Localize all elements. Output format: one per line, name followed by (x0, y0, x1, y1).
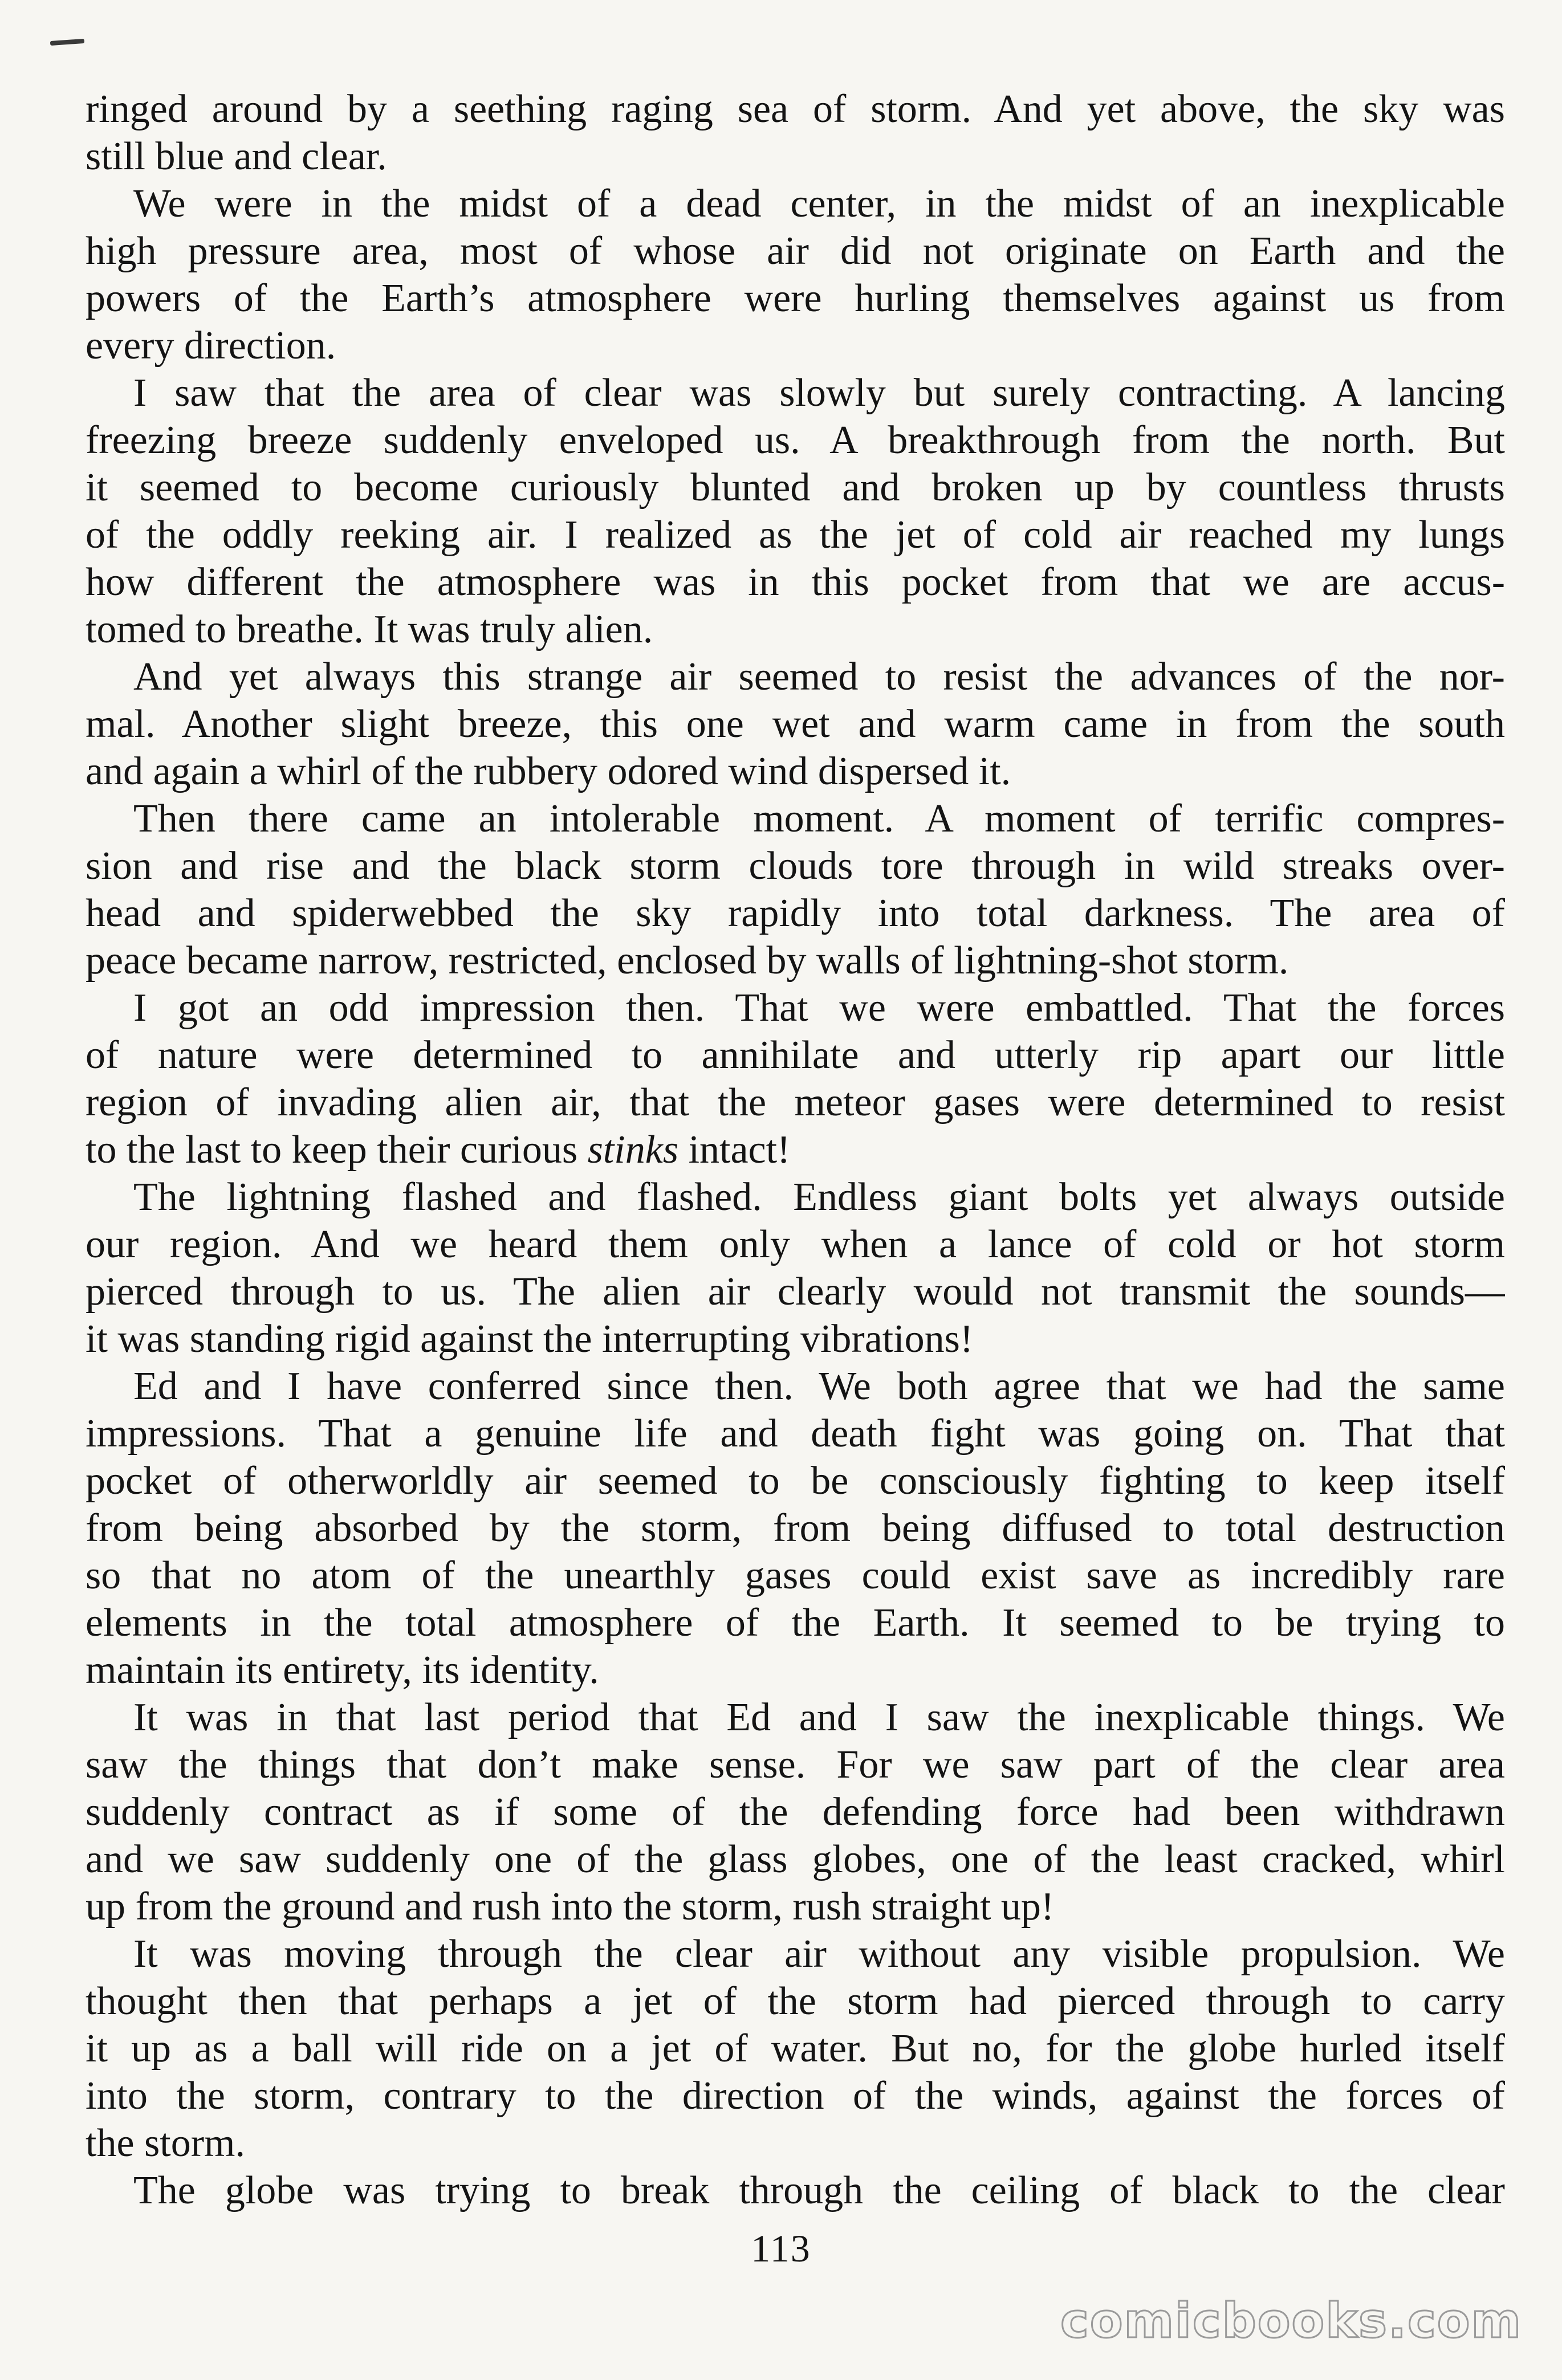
text-line: maintain its entirety, its identity. (86, 1648, 599, 1692)
text-line: tomed to breathe. It was truly alien. (86, 608, 653, 651)
text-line: The lightning flashed and flashed. Endless giant bolts yet always outside (133, 1175, 1505, 1219)
text-line: I saw that the area of clear was slowly but surely contracting. A lancing (133, 371, 1505, 415)
text-line: and again a whirl of the rubbery odored wind dispersed it. (86, 749, 1011, 793)
page-number: 113 (751, 2227, 811, 2270)
text-line: head and spiderwebbed the sky rapidly into total darkness. The area of (86, 891, 1505, 935)
text-line: pierced through to us. The alien air clearly would not transmit the sounds— (86, 1270, 1505, 1314)
text-line: so that no atom of the unearthly gases could exist save as incredibly rare (86, 1554, 1505, 1597)
watermark: comicbooks.com (1060, 2293, 1522, 2349)
text-line: into the storm, contrary to the direction of the winds, against the forces of (86, 2074, 1505, 2118)
text-line: We were in the midst of a dead center, in the midst of an inexplicable (133, 182, 1505, 226)
text-line: from being absorbed by the storm, from being diffused to total destruction (86, 1506, 1505, 1550)
text-line: freezing breeze suddenly enveloped us. A breakthrough from the north. But (86, 418, 1505, 462)
text-line: still blue and clear. (86, 135, 387, 178)
text-line: And yet always this strange air seemed to resist the advances of the nor- (133, 655, 1505, 699)
text-line: our region. And we heard them only when a lance of cold or hot storm (86, 1222, 1505, 1266)
text-line: mal. Another slight breeze, this one wet and warm came in from the south (86, 702, 1505, 746)
text-line: powers of the Earth’s atmosphere were hurling themselves against us from (86, 276, 1505, 320)
text-line: high pressure area, most of whose air did not originate on Earth and the (86, 229, 1505, 273)
text-line: it was standing rigid against the interrupting vibrations! (86, 1317, 974, 1361)
text-line: how different the atmosphere was in this pocket from that we are accus- (86, 560, 1505, 604)
text-line: region of invading alien air, that the meteor gases were determined to resist (86, 1081, 1505, 1124)
text-line: every direction. (86, 324, 336, 368)
text-line: ringed around by a seething raging sea of storm. And yet above, the sky was (86, 87, 1505, 131)
text-line: it seemed to become curiously blunted and broken up by countless thrusts (86, 466, 1505, 510)
text-line: to the last to keep their curious stinks intact! (86, 1128, 791, 1172)
text-line: of the oddly reeking air. I realized as the jet of cold air reached my lungs (86, 513, 1505, 557)
text-line: peace became narrow, restricted, enclosed by walls of lightning-shot storm. (86, 939, 1289, 983)
text-line: and we saw suddenly one of the glass globes, one of the least cracked, whirl (86, 1837, 1505, 1881)
text-line: The globe was trying to break through the ceiling of black to the clear (133, 2169, 1505, 2212)
text-line: thought then that perhaps a jet of the storm had pierced through to carry (86, 1979, 1505, 2023)
text-line: the storm. (86, 2121, 245, 2165)
text-line: of nature were determined to annihilate and utterly rip apart our little (86, 1033, 1505, 1077)
text-line: It was in that last period that Ed and I saw the inexplicable things. We (133, 1696, 1505, 1739)
text-line: saw the things that don’t make sense. For we saw part of the clear area (86, 1743, 1505, 1787)
text-line: pocket of otherworldly air seemed to be consciously fighting to keep itself (86, 1459, 1505, 1503)
page-corner-mark (50, 39, 84, 46)
text-line: Ed and I have conferred since then. We both agree that we had the same (133, 1364, 1505, 1408)
text-line: I got an odd impression then. That we were embattled. That the forces (133, 986, 1505, 1030)
text-line: impressions. That a genuine life and death fight was going on. That that (86, 1412, 1505, 1456)
text-line: It was moving through the clear air without any visible propulsion. We (133, 1932, 1505, 1976)
text-line: elements in the total atmosphere of the Earth. It seemed to be trying to (86, 1601, 1505, 1645)
text-line: it up as a ball will ride on a jet of water. But no, for the globe hurled itself (86, 2027, 1505, 2071)
emphasis: stinks (587, 1128, 679, 1172)
text-line: Then there came an intolerable moment. A moment of terrific compres- (133, 797, 1505, 841)
text-line: up from the ground and rush into the storm, rush straight up! (86, 1885, 1055, 1929)
text-line: sion and rise and the black storm clouds tore through in wild streaks over- (86, 844, 1505, 888)
body-text (86, 85, 1505, 2214)
text-line: suddenly contract as if some of the defending force had been withdrawn (86, 1790, 1505, 1834)
